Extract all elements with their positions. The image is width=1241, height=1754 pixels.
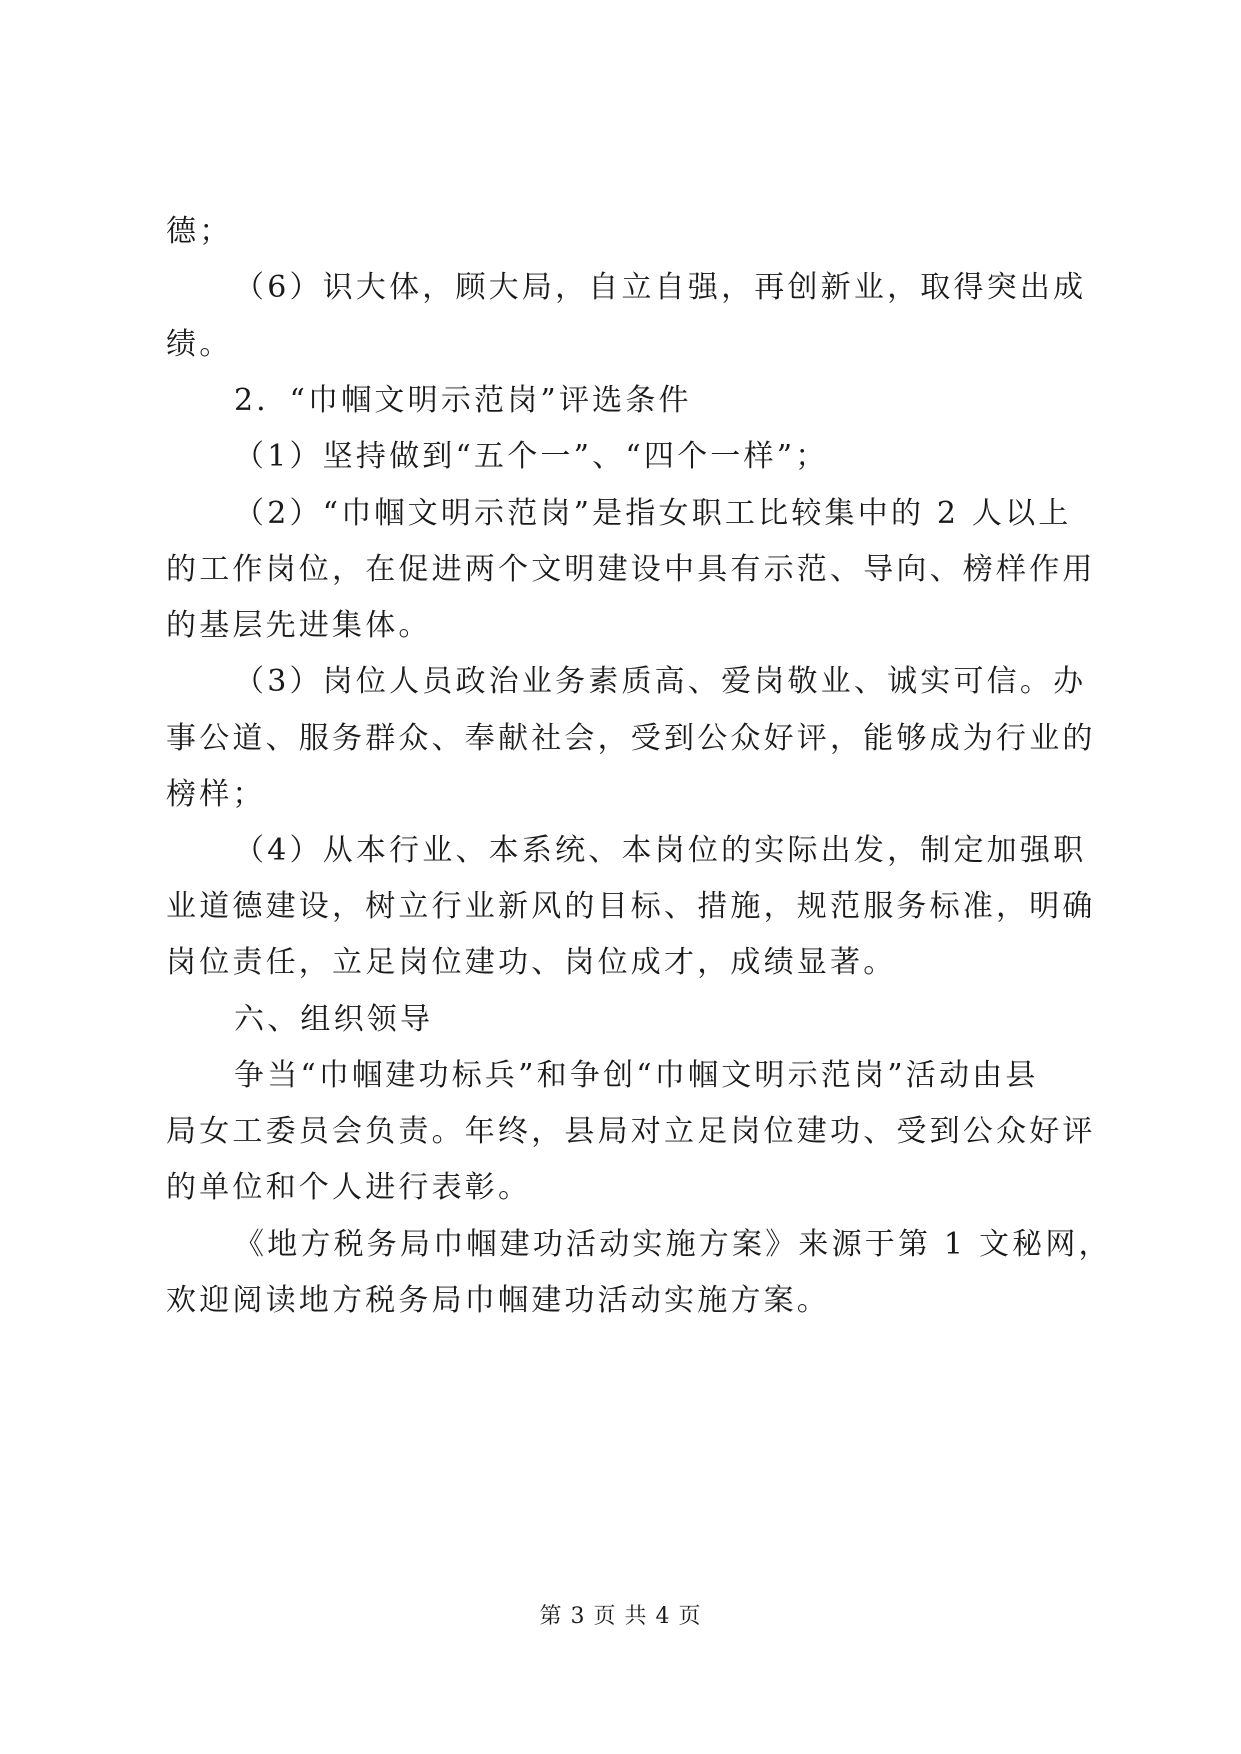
text-line: （6）识大体，顾大局，自立自强，再创新业，取得突出成 [234,270,1087,305]
page-number-footer: 第 3 页 共 4 页 [539,1604,702,1629]
text-line: 的单位和个人进行表彰。 [166,1170,532,1205]
text-line: （1）坚持做到“五个一”、“四个一样”； [234,439,829,474]
section-heading: 2．“巾帼文明示范岗”评选条件 [234,383,692,418]
text-line: 业道德建设，树立行业新风的目标、措施，规范服务标准，明确 [166,889,1096,924]
text-line: 欢迎阅读地方税务局巾帼建功活动实施方案。 [166,1283,830,1318]
text-line: （3）岗位人员政治业务素质高、爱岗敬业、诚实可信。办 [234,664,1087,699]
text-line: 德； [166,214,233,249]
section-heading: 六、组织领导 [234,1002,434,1037]
text-line: 绩。 [166,327,233,362]
text-line: 岗位责任，立足岗位建功、岗位成才，成绩显著。 [166,945,897,980]
text-line: 的基层先进集体。 [166,608,432,643]
text-line: 争当“巾帼建功标兵”和争创“巾帼文明示范岗”活动由县 [234,1058,1039,1093]
text-line: 事公道、服务群众、奉献社会，受到公众好评，能够成为行业的 [166,721,1096,756]
text-line: 的工作岗位，在促进两个文明建设中具有示范、导向、榜样作用 [166,552,1096,587]
text-line: 局女工委员会负责。年终，县局对立足岗位建功、受到公众好评 [166,1114,1096,1149]
text-line: 《地方税务局巾帼建功活动实施方案》来源于第 1 文秘网， [234,1227,1112,1262]
text-line: （2）“巾帼文明示范岗”是指女职工比较集中的 2 人以上 [234,496,1072,531]
text-line: （4）从本行业、本系统、本岗位的实际出发，制定加强职 [234,833,1087,868]
text-line: 榜样； [166,777,266,812]
